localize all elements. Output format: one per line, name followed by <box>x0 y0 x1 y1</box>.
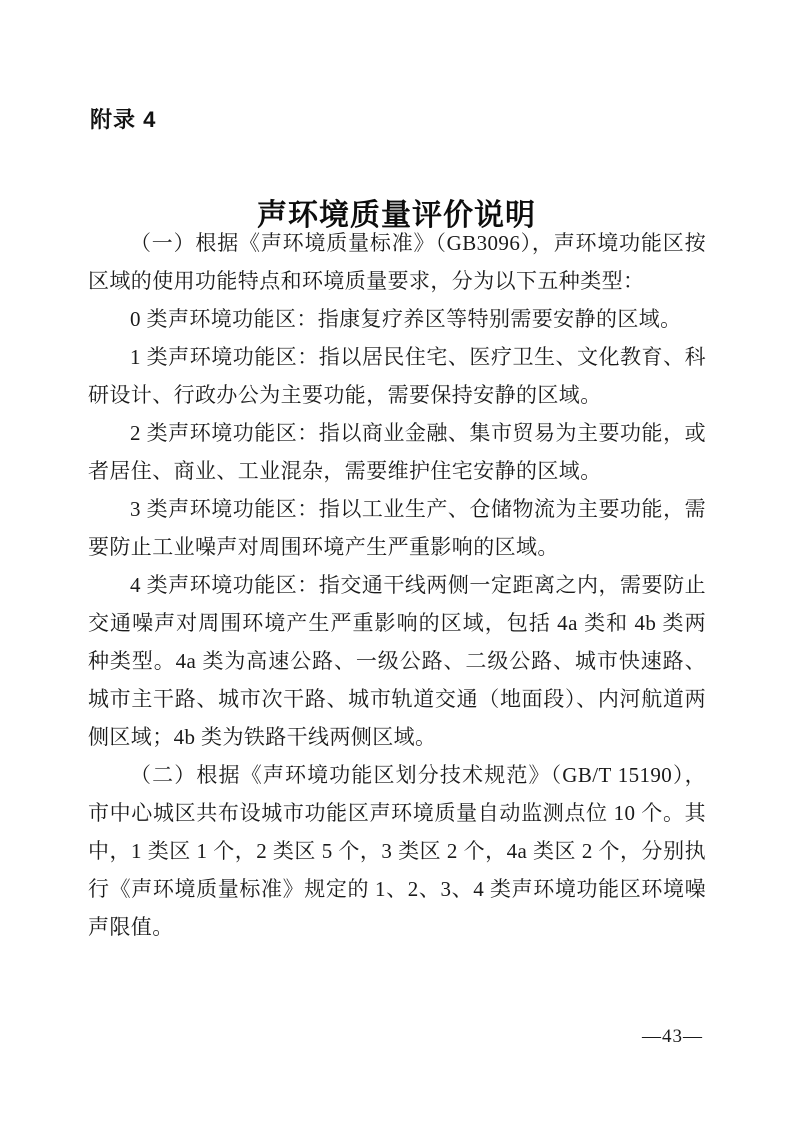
document-body <box>88 224 706 946</box>
paragraph-class-4: 4 类声环境功能区：指交通干线两侧一定距离之内，需要防止交通噪声对周围环境产生严重影响的区域，包括 4a 类和 4b 类两种类型。4a 类为高速公路、一级公路、二级公路、城市快速路、城市主干路、城市次干路、城市轨道交通（地面段）、内河航道两侧区域；4b 类为铁路干线两侧区域。 <box>88 573 706 749</box>
paragraph-class-2: 2 类声环境功能区：指以商业金融、集市贸易为主要功能，或者居住、商业、工业混杂，需要维护住宅安静的区域。 <box>88 421 706 483</box>
appendix-label: 附录 4 <box>90 107 157 132</box>
paragraph-intro-2: （二）根据《声环境功能区划分技术规范》（GB/T 15190），市中心城区共布设城市功能区声环境质量自动监测点位 10 个。其中，1 类区 1 个，2 类区 5 个，3 类区 2 个，4a 类区 2 个，分别执行《声环境质量标准》规定的 1、2、3、4 类声环境功能区环境噪声限值。 <box>88 763 706 939</box>
page-title: 声环境质量评价说明 <box>257 199 536 233</box>
paragraph-class-0: 0 类声环境功能区：指康复疗养区等特别需要安静的区域。 <box>130 307 682 331</box>
paragraph-intro-1: （一）根据《声环境质量标准》（GB3096），声环境功能区按区域的使用功能特点和环境质量要求，分为以下五种类型： <box>88 231 706 293</box>
paragraph-class-3: 3 类声环境功能区：指以工业生产、仓储物流为主要功能，需要防止工业噪声对周围环境产生严重影响的区域。 <box>88 497 706 559</box>
page-number: —43— <box>642 1026 703 1047</box>
paragraph-class-1: 1 类声环境功能区：指以居民住宅、医疗卫生、文化教育、科研设计、行政办公为主要功能，需要保持安静的区域。 <box>88 345 706 407</box>
